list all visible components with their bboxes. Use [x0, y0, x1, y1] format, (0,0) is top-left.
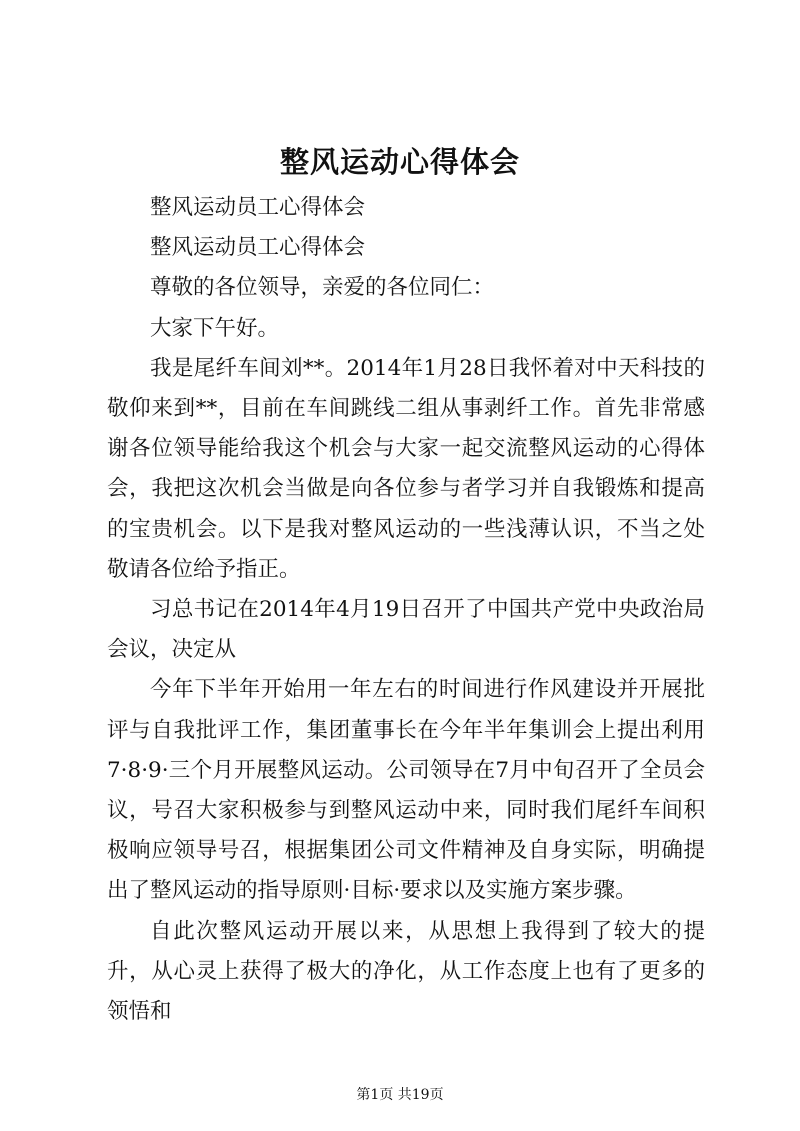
paragraph: 习总书记在2014年4月19日召开了中国共产党中央政治局会议，决定从: [107, 597, 705, 663]
paragraph: 今年下半年开始用一年左右的时间进行作风建设并开展批评与自我批评工作，集团董事长在今年半年集训会上提出利用7·8·9·三个月开展整风运动。公司领导在7月中旬召开了全员会议，号召大家积极参与到整风运动中来，同时我们尾纤车间积极响应领导号召，根据集团公司文件精神及自身实际，明确提出了整风运动的指导原则·目标·要求以及实施方案步骤。: [107, 677, 705, 904]
paragraph: 我是尾纤车间刘**。2014年1月28日我怀着对中天科技的敬仰来到**，目前在车间跳线二组从事剥纤工作。首先非常感谢各位领导能给我这个机会与大家一起交流整风运动的心得体会，我把这次机会当做是向各位参与者学习并自我锻炼和提高的宝贵机会。以下是我对整风运动的一些浅薄认识，不当之处敬请各位给予指正。: [107, 355, 705, 582]
paragraph: 整风运动员工心得体会: [150, 235, 366, 261]
salutation: 尊敬的各位领导，亲爱的各位同仁：: [150, 275, 495, 301]
paragraph: 自此次整风运动开展以来，从思想上我得到了较大的提升，从心灵上获得了极大的净化，从工作态度上也有了更多的领悟和: [107, 918, 705, 1025]
page-number-footer: 第1页 共19页: [356, 1087, 444, 1103]
document-title: 整风运动心得体会: [279, 145, 520, 179]
greeting: 大家下午好。: [150, 315, 280, 341]
paragraph: 整风运动员工心得体会: [150, 195, 366, 220]
document-body: [107, 188, 705, 1032]
